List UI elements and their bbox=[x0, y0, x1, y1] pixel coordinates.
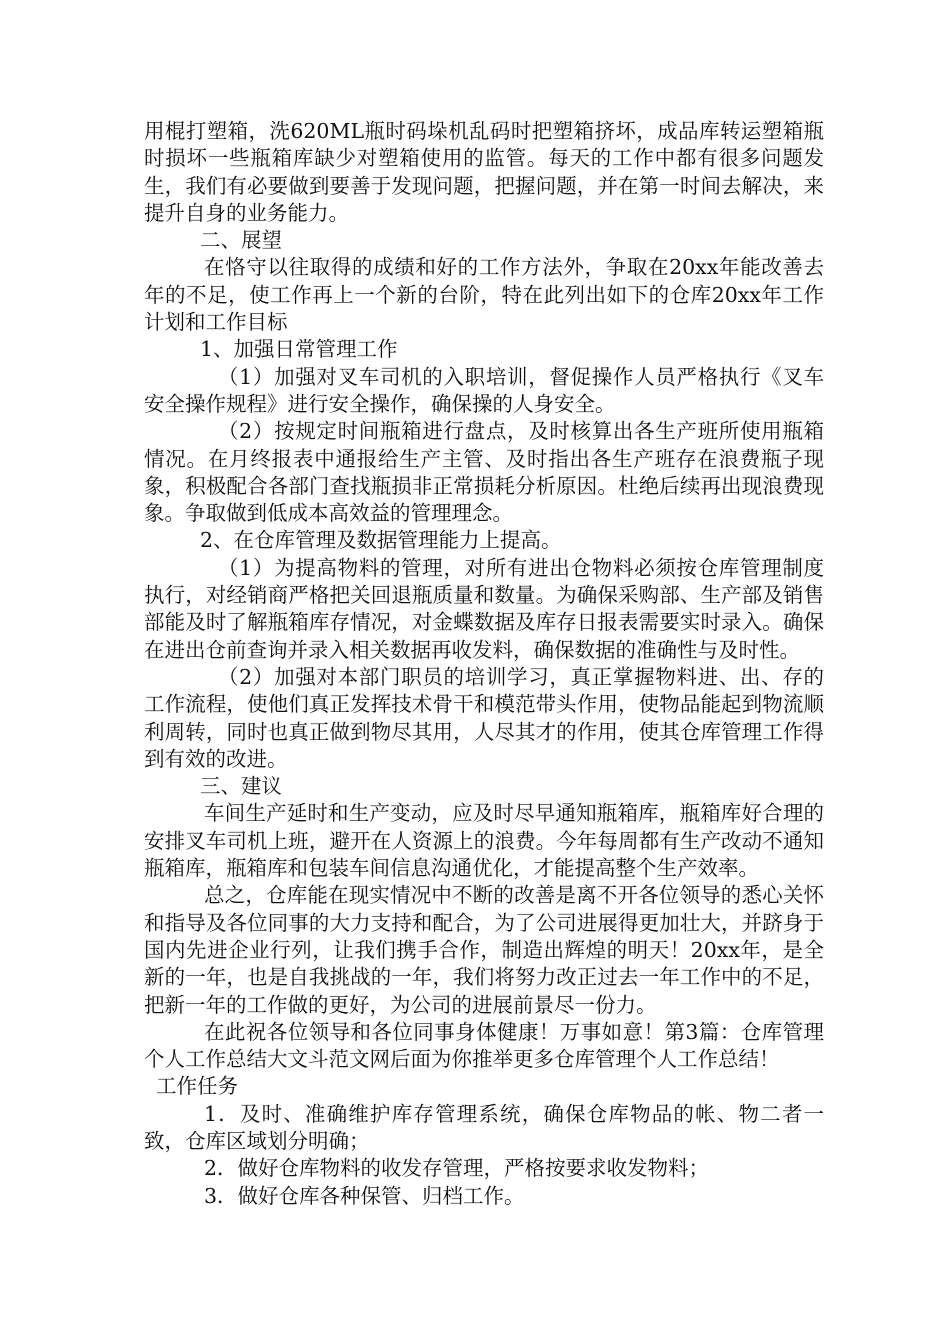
task-item-2: 2．做好仓库物料的收发存管理，严格按要求收发物料； bbox=[204, 1156, 710, 1181]
paragraph-item-2-2: （2）加强对本部门职员的培训学习，真正掌握物料进、出、存的工作流程，使他们真正发挥技术骨干和模范带头作用，使物品能起到物流顺利周转，同时也真正做到物尽其用，人尽其才的作用，使其仓库管理工作得到有效的改进。 bbox=[144, 664, 824, 771]
paragraph-item-1-1: （1）加强对叉车司机的入职培训，督促操作人员严格执行《叉车安全操作规程》进行安全操作，确保操的人身安全。 bbox=[144, 364, 824, 416]
heading-data-management: 2、在仓库管理及数据管理能力上提高。 bbox=[200, 528, 562, 553]
paragraph-suggestions: 车间生产延时和生产变动，应及时尽早通知瓶箱库，瓶箱库好合理的安排叉车司机上班，避开在人资源上的浪费。今年每周都有生产改动不通知瓶箱库，瓶箱库和包装车间信息沟通优化，才能提高整个生产效率。 bbox=[144, 801, 824, 881]
paragraph-outlook: 在恪守以往取得的成绩和好的工作方法外，争取在20xx年能改善去年的不足，使工作再上一个新的台阶，特在此列出如下的仓库20xx年工作计划和工作目标 bbox=[144, 255, 824, 335]
heading-suggestions: 三、建议 bbox=[200, 774, 282, 799]
paragraph-wishes: 在此祝各位领导和各位同事身体健康！万事如意！第3篇：仓库管理个人工作总结大文斗范文网后面为你推举更多仓库管理个人工作总结！ bbox=[144, 1019, 824, 1072]
paragraph-item-1-2: （2）按规定时间瓶箱进行盘点，及时核算出各生产班所使用瓶箱情况。在月终报表中通报给生产主管、及时指出各生产班存在浪费瓶子现象，积极配合各部门查找瓶损非正常损耗分析原因。杜绝后续再出现浪费现象。争取做到低成本高效益的管理理念。 bbox=[144, 419, 824, 526]
heading-daily-management: 1、加强日常管理工作 bbox=[200, 337, 398, 362]
task-item-3: 3．做好仓库各种保管、归档工作。 bbox=[204, 1183, 525, 1208]
paragraph-item-2-1: （1）为提高物料的管理，对所有进出仓物料必须按仓库管理制度执行，对经销商严格把关回退瓶质量和数量。为确保采购部、生产部及销售部能及时了解瓶箱库存情况，对金蝶数据及库存日报表需要实时录入。确保在进出仓前查询并录入相关数据再收发料，确保数据的准确性与及时性。 bbox=[144, 555, 824, 662]
paragraph-intro: 用棍打塑箱，洗620ML瓶时码垛机乱码时把塑箱挤坏，成品库转运塑箱瓶时损坏一些瓶箱库缺少对塑箱使用的监管。每天的工作中都有很多问题发生，我们有必要做到要善于发现问题，把握问题，并在第一时间去解决，来提升自身的业务能力。 bbox=[144, 119, 824, 225]
task-item-1: 1．及时、准确维护库存管理系统，确保仓库物品的帐、物二者一致，仓库区域划分明确； bbox=[144, 1101, 824, 1153]
heading-outlook: 二、展望 bbox=[200, 228, 282, 253]
heading-work-tasks: 工作任务 bbox=[156, 1074, 238, 1099]
paragraph-conclusion: 总之，仓库能在现实情况中不断的改善是离不开各位领导的悉心关怀和指导及各位同事的大力支持和配合，为了公司进展得更加壮大，并跻身于国内先进企业行列，让我们携手合作，制造出辉煌的明天！20xx年，是全新的一年，也是自我挑战的一年，我们将努力改正过去一年工作中的不足，把新一年的工作做的更好，为公司的进展前景尽一份力。 bbox=[144, 883, 824, 1017]
document-body bbox=[144, 118, 824, 1210]
